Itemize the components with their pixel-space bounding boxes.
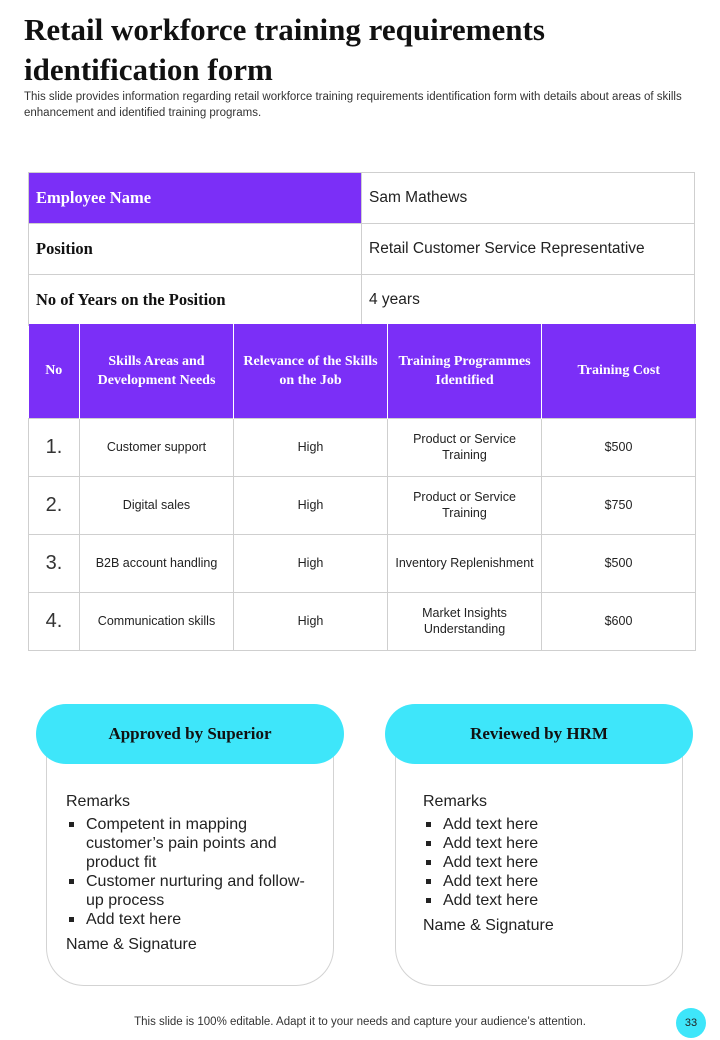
header-skills: Skills Areas and Development Needs	[80, 324, 234, 418]
list-item: Add text here	[423, 815, 673, 834]
skill-cell: Customer support	[80, 418, 234, 476]
years-label: No of Years on the Position	[29, 275, 362, 326]
position-label: Position	[29, 224, 362, 275]
relevance-cell: High	[234, 418, 388, 476]
years-row	[29, 275, 695, 326]
header-programmes: Training Programmes Identified	[388, 324, 542, 418]
footer-text: This slide is 100% editable. Adapt it to your needs and capture your audience’s attention.	[134, 1016, 586, 1028]
list-item: Add text here	[423, 872, 673, 891]
reviewed-by-hrm-title: Reviewed by HRM	[385, 704, 693, 764]
remarks-list	[66, 815, 316, 929]
remarks-label: Remarks	[66, 793, 131, 810]
relevance-cell: High	[234, 534, 388, 592]
table-row	[29, 534, 696, 592]
list-item: Add text here	[66, 910, 316, 929]
relevance-cell: High	[234, 476, 388, 534]
remarks-list	[423, 815, 673, 910]
table-row	[29, 476, 696, 534]
training-table	[28, 324, 696, 651]
years-value: 4 years	[362, 275, 695, 326]
card-content	[423, 792, 673, 935]
row-number: 4.	[29, 592, 80, 650]
list-item: Add text here	[423, 834, 673, 853]
cost-cell: $600	[542, 592, 696, 650]
program-cell: Product or Service Training	[388, 418, 542, 476]
program-cell: Product or Service Training	[388, 476, 542, 534]
employee-name-value: Sam Mathews	[362, 173, 695, 224]
employee-name-row	[29, 173, 695, 224]
skill-cell: Communication skills	[80, 592, 234, 650]
position-row	[29, 224, 695, 275]
remarks-label: Remarks	[423, 793, 488, 810]
table-row	[29, 418, 696, 476]
row-number: 2.	[29, 476, 80, 534]
cost-cell: $500	[542, 418, 696, 476]
header-cost: Training Cost	[542, 324, 696, 418]
page-subtitle: This slide provides information regarding retail workforce training requirements identification form with details about areas of skills enhancement and identified training programs.	[24, 91, 682, 119]
page-title: Retail workforce training requirements identification form	[24, 12, 545, 87]
list-item: Add text here	[423, 853, 673, 872]
card-content	[66, 792, 316, 954]
list-item: Competent in mapping customer’s pain points and product fit	[66, 815, 316, 872]
employee-info-table	[28, 172, 695, 326]
header-no: No	[29, 324, 80, 418]
approved-by-superior-card	[36, 704, 344, 986]
employee-name-label: Employee Name	[29, 173, 362, 224]
skill-cell: Digital sales	[80, 476, 234, 534]
list-item: Add text here	[423, 891, 673, 910]
signature-label: Name & Signature	[423, 917, 554, 934]
training-table-header	[29, 324, 696, 418]
signature-label: Name & Signature	[66, 936, 197, 953]
skill-cell: B2B account handling	[80, 534, 234, 592]
header-relevance: Relevance of the Skills on the Job	[234, 324, 388, 418]
cost-cell: $750	[542, 476, 696, 534]
table-row	[29, 592, 696, 650]
reviewed-by-hrm-card	[385, 704, 693, 986]
position-value: Retail Customer Service Representative	[362, 224, 695, 275]
program-cell: Market Insights Understanding	[388, 592, 542, 650]
program-cell: Inventory Replenishment	[388, 534, 542, 592]
row-number: 3.	[29, 534, 80, 592]
relevance-cell: High	[234, 592, 388, 650]
row-number: 1.	[29, 418, 80, 476]
cost-cell: $500	[542, 534, 696, 592]
page-number: 33	[676, 1008, 706, 1038]
approved-by-superior-title: Approved by Superior	[36, 704, 344, 764]
list-item: Customer nurturing and follow-up process	[66, 872, 316, 910]
